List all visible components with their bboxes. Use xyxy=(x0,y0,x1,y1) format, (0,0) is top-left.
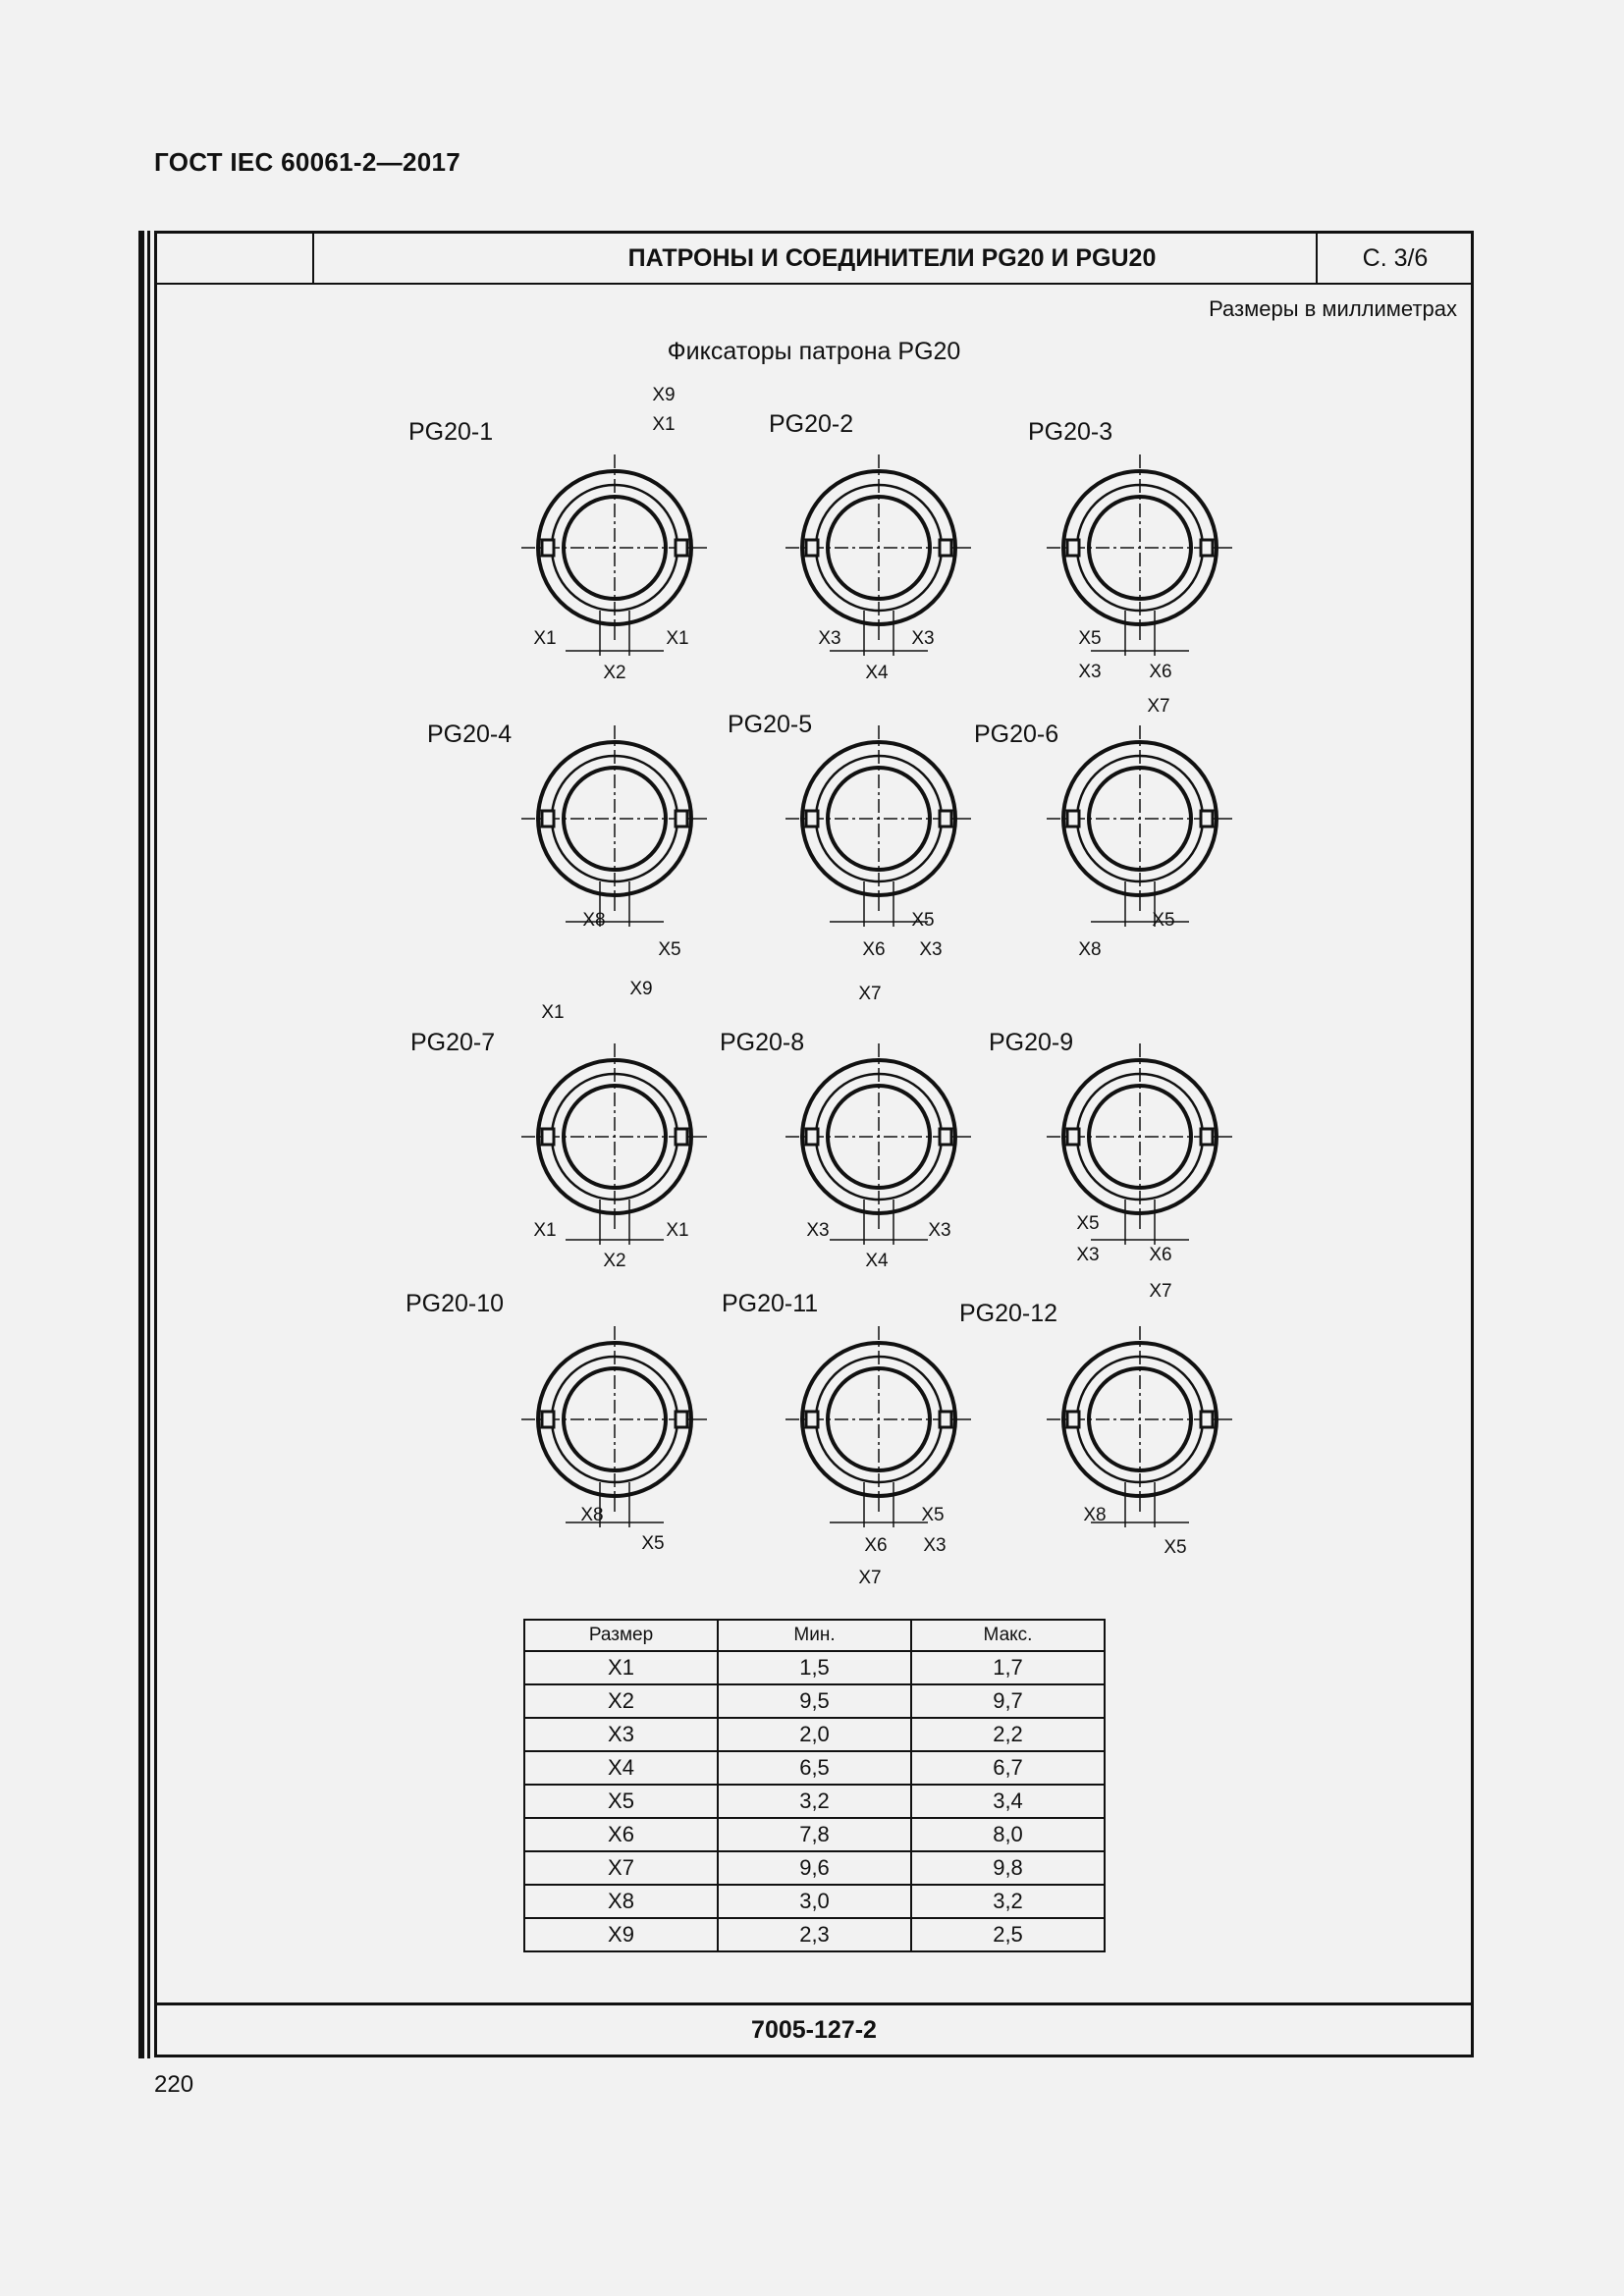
table-cell: 1,7 xyxy=(911,1651,1105,1684)
dimension-label: X1 xyxy=(666,1220,689,1241)
table-cell: 7,8 xyxy=(718,1818,911,1851)
dimension-label: X9 xyxy=(629,979,653,999)
dimension-label: X3 xyxy=(806,1220,830,1241)
dimension-label: X6 xyxy=(862,939,886,960)
table-cell: 6,5 xyxy=(718,1751,911,1785)
table-cell: X5 xyxy=(524,1785,718,1818)
latch-right xyxy=(676,1412,687,1427)
table-row xyxy=(524,1684,1105,1718)
document-header: ГОСТ IEC 60061-2—2017 xyxy=(154,147,460,177)
latch-right xyxy=(676,811,687,827)
table-cell: X1 xyxy=(524,1651,718,1684)
sheet-frame xyxy=(154,231,1474,2057)
latch-right xyxy=(940,540,951,556)
view-label: PG20-4 xyxy=(427,721,513,748)
view-label: PG20-8 xyxy=(720,1029,805,1056)
table-row xyxy=(524,1918,1105,1951)
view-label: PG20-6 xyxy=(974,721,1059,748)
footer-code: 7005-127-2 xyxy=(157,2002,1471,2055)
view-label: PG20-2 xyxy=(769,410,854,438)
latch-right xyxy=(1201,1129,1213,1145)
view-label: PG20-7 xyxy=(410,1029,496,1056)
latch-right xyxy=(940,1412,951,1427)
latch-left xyxy=(806,1129,818,1145)
latch-left xyxy=(542,1412,554,1427)
latch-right xyxy=(1201,1412,1213,1427)
table-cell: X6 xyxy=(524,1818,718,1851)
table-cell: 3,0 xyxy=(718,1885,911,1918)
view-label: PG20-5 xyxy=(728,711,813,738)
dimension-label: X5 xyxy=(1164,1537,1187,1558)
table-cell: 2,3 xyxy=(718,1918,911,1951)
table-cell: 3,4 xyxy=(911,1785,1105,1818)
dimension-label: X4 xyxy=(865,663,889,683)
table-header-cell: Мин. xyxy=(718,1620,911,1651)
dimension-label: X3 xyxy=(1078,662,1102,682)
latch-right xyxy=(676,540,687,556)
table-row xyxy=(524,1651,1105,1684)
units-note: Размеры в миллиметрах xyxy=(1209,296,1457,321)
table-cell: X9 xyxy=(524,1918,718,1951)
latch-right xyxy=(1201,811,1213,827)
page-number: 220 xyxy=(154,2071,194,2098)
table-header-cell: Макс. xyxy=(911,1620,1105,1651)
table-cell: X7 xyxy=(524,1851,718,1885)
dimension-label: X5 xyxy=(641,1533,665,1554)
latch-right xyxy=(940,811,951,827)
dimension-label: X1 xyxy=(533,628,557,649)
view-label: PG20-9 xyxy=(989,1029,1074,1056)
latch-right xyxy=(676,1129,687,1145)
dimension-label: X5 xyxy=(1076,1213,1100,1234)
table-cell: 2,5 xyxy=(911,1918,1105,1951)
latch-left xyxy=(1067,1412,1079,1427)
table-cell: 2,0 xyxy=(718,1718,911,1751)
dimension-label: X7 xyxy=(858,1568,882,1588)
table-header-row xyxy=(524,1620,1105,1651)
latch-left xyxy=(542,1129,554,1145)
dimension-label: X5 xyxy=(921,1505,945,1525)
dimension-label: X6 xyxy=(1149,1245,1172,1265)
sheet-title: ПАТРОНЫ И СОЕДИНИТЕЛИ PG20 И PGU20 xyxy=(627,243,1157,272)
dimension-label: X5 xyxy=(1078,628,1102,649)
dimension-label: X6 xyxy=(864,1535,888,1556)
table-header-cell: Размер xyxy=(524,1620,718,1651)
latch-left xyxy=(806,811,818,827)
latch-right xyxy=(1201,540,1213,556)
margin-bar-outer xyxy=(138,231,144,2058)
dimension-label: X7 xyxy=(858,984,882,1004)
table-cell: 3,2 xyxy=(718,1785,911,1818)
dimension-label: X7 xyxy=(1149,1281,1172,1302)
latch-left xyxy=(806,540,818,556)
dimension-label: X2 xyxy=(603,1251,626,1271)
table-cell: 9,7 xyxy=(911,1684,1105,1718)
dimension-label: X1 xyxy=(541,1002,565,1023)
dimension-label: X3 xyxy=(923,1535,947,1556)
dimension-label: X1 xyxy=(652,414,676,435)
latch-left xyxy=(1067,811,1079,827)
dimension-label: X3 xyxy=(928,1220,951,1241)
table-row xyxy=(524,1718,1105,1751)
latch-left xyxy=(806,1412,818,1427)
table-cell: X8 xyxy=(524,1885,718,1918)
table-cell: 8,0 xyxy=(911,1818,1105,1851)
table-row xyxy=(524,1751,1105,1785)
latch-left xyxy=(542,811,554,827)
view-label: PG20-1 xyxy=(408,418,494,446)
table-cell: 9,5 xyxy=(718,1684,911,1718)
table-cell: 1,5 xyxy=(718,1651,911,1684)
dimension-label: X6 xyxy=(1149,662,1172,682)
margin-bar-inner xyxy=(147,231,150,2058)
figure-caption: Фиксаторы патрона PG20 xyxy=(667,338,961,365)
table-row xyxy=(524,1785,1105,1818)
dimension-label: X8 xyxy=(1078,939,1102,960)
dimension-label: X3 xyxy=(818,628,841,649)
dimension-label: X7 xyxy=(1147,696,1170,717)
dimensions-table xyxy=(523,1619,1106,1952)
latch-left xyxy=(1067,1129,1079,1145)
dimension-label: X8 xyxy=(1083,1505,1107,1525)
dimension-label: X2 xyxy=(603,663,626,683)
latch-left xyxy=(542,540,554,556)
table-cell: X3 xyxy=(524,1718,718,1751)
dimension-label: X5 xyxy=(911,910,935,931)
dimension-label: X1 xyxy=(666,628,689,649)
table-cell: X4 xyxy=(524,1751,718,1785)
view-label: PG20-12 xyxy=(959,1300,1058,1327)
table-cell: 6,7 xyxy=(911,1751,1105,1785)
table-row xyxy=(524,1885,1105,1918)
dimension-label: X8 xyxy=(580,1505,604,1525)
dimension-label: X5 xyxy=(658,939,681,960)
table-row xyxy=(524,1851,1105,1885)
dimension-label: X1 xyxy=(533,1220,557,1241)
dimension-label: X3 xyxy=(919,939,943,960)
latch-left xyxy=(1067,540,1079,556)
view-label: PG20-11 xyxy=(722,1290,819,1317)
dimension-label: X9 xyxy=(652,385,676,405)
table-row xyxy=(524,1818,1105,1851)
view-label: PG20-10 xyxy=(406,1290,505,1317)
dimension-label: X8 xyxy=(582,910,606,931)
dimension-label: X3 xyxy=(911,628,935,649)
table-cell: 3,2 xyxy=(911,1885,1105,1918)
view-label: PG20-3 xyxy=(1028,418,1113,446)
latch-right xyxy=(940,1129,951,1145)
dimension-label: X5 xyxy=(1152,910,1175,931)
sheet-number: С. 3/6 xyxy=(1316,234,1473,283)
table-cell: 9,6 xyxy=(718,1851,911,1885)
table-cell: 9,8 xyxy=(911,1851,1105,1885)
dimension-label: X4 xyxy=(865,1251,889,1271)
dimension-label: X3 xyxy=(1076,1245,1100,1265)
table-cell: 2,2 xyxy=(911,1718,1105,1751)
table-cell: X2 xyxy=(524,1684,718,1718)
